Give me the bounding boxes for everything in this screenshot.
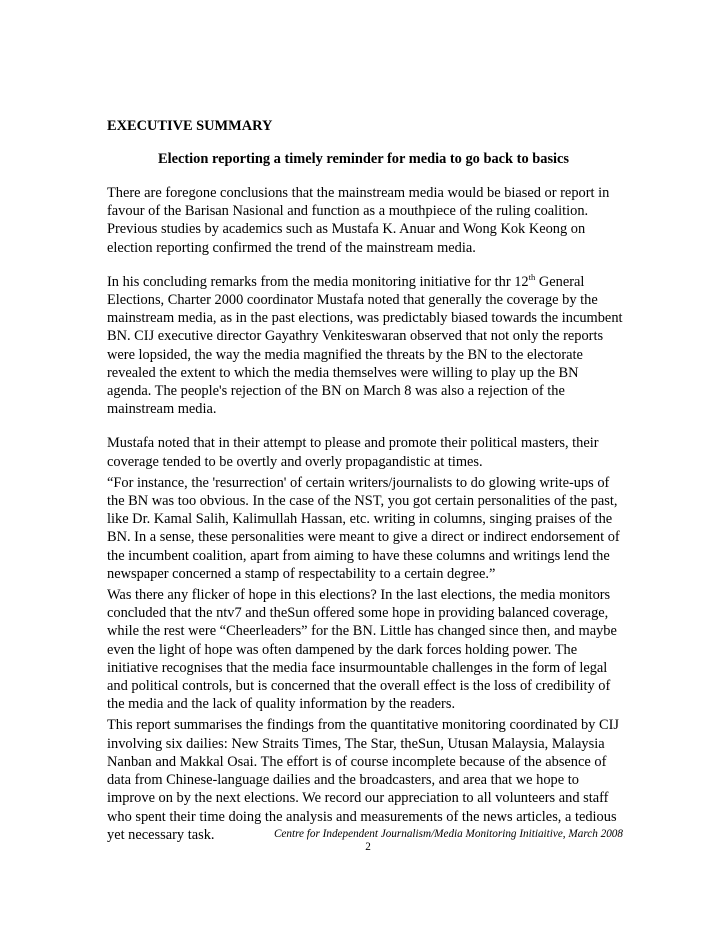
paragraph-propaganda: Mustafa noted that in their attempt to please and promote their political masters, their coverage tended to be overtly and overly propagandistic at times. (107, 435, 599, 470)
paragraph-report-summary: This report summarises the findings from the quantitative monitoring coordinated by CIJ involving six dailies: New Straits Times, The Star, theSun, Utusan Malaysia, Malaysia Nanban and Makkal Osai. The effort is of course incomplete because of the absence of data from Chinese-language dailies and the broadcasters, and area that we hope to improve on by the next elections. We record our appreciation to all volunteers and staff who spent their time doing the analysis and measurements of the news articles, a tedious yet necessary task. (107, 717, 619, 843)
paragraph-quote: “For instance, the 'resurrection' of certain writers/journalists to do glowing write-ups of the BN was too obvious. In the case of the NST, you got certain personalities of the past, like Dr. Kamal Salih, Kalimullah Hassan, etc. writing in columns, singing praises of the BN. In a sense, these personalities were meant to give a direct or indirect endorsement of the incumbent coalition, apart from aiming to have these columns and writings lend the newspaper concerned a stamp of respectability to a certain degree.” (107, 474, 620, 582)
page-number: 2 (365, 841, 371, 853)
paragraph-hope: Was there any flicker of hope in this elections? In the last elections, the media monitors concluded that the ntv7 and theSun offered some hope in providing balanced coverage, while the rest were “Cheerleaders” for the BN. Little has changed since then, and maybe even the light of hope was often dampened by the dark forces holding power. The initiative recognises that the media face insurmountable challenges in the form of legal and political controls, but is concerned that the overall effect is the loss of credibility of the media and the lack of quality information by the readers. (107, 587, 617, 713)
section-heading: EXECUTIVE SUMMARY (107, 118, 273, 134)
paragraph-concluding-remarks (107, 273, 623, 419)
section-subheading: Election reporting a timely reminder for media to go back to basics (158, 151, 570, 167)
ordinal-suffix: th (528, 272, 536, 283)
page-footer: Centre for Independent Journalism/Media Monitoring Initiaitive, March 2008 (273, 828, 623, 840)
paragraph-intro: There are foregone conclusions that the mainstream media would be biased or report in favour of the Barisan Nasional and function as a mouthpiece of the ruling coalition. Previous studies by academics such as Mustafa K. Anuar and Wong Kok Keong on election reporting confirmed the trend of the mainstream media. (107, 185, 610, 256)
document-page (107, 117, 623, 844)
paragraph-concluding-remarks-rest: General Elections, Charter 2000 coordinator Mustafa noted that generally the coverage by the mainstream media, as in the past elections, was predictably biased towards the incumbent BN. CIJ executive director Gayathry Venkiteswaran observed that not only the reports were lopsided, the way the media magnified the threats by the BN to the electorate revealed the extent to which the media themselves were willing to play up the BN agenda. The people's rejection of the BN on March 8 was also a rejection of the mainstream media. (107, 273, 623, 418)
paragraph-concluding-remarks-start: In his concluding remarks from the media monitoring initiative for thr 12 (107, 273, 529, 290)
